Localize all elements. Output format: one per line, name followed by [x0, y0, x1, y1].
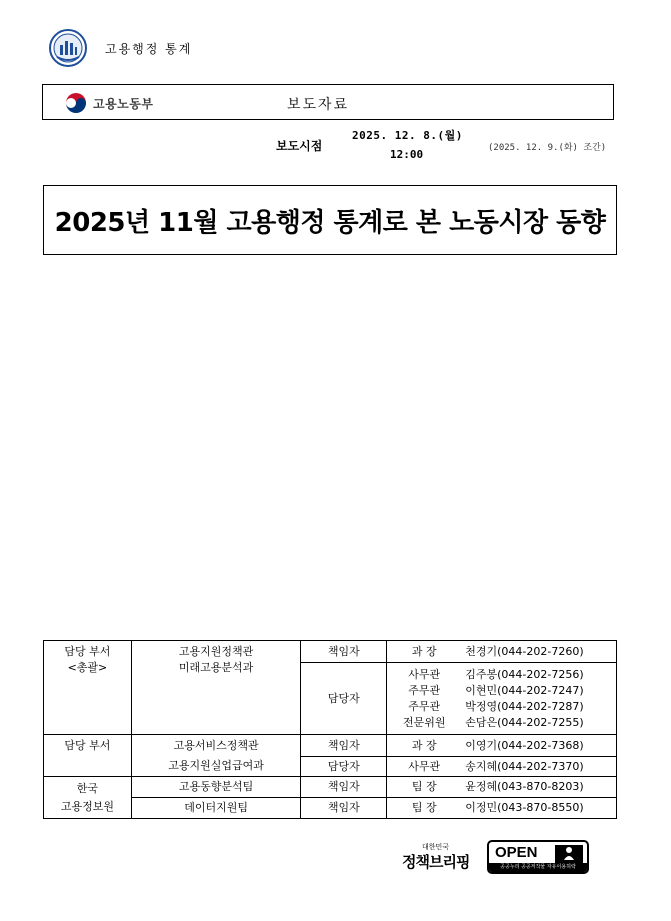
morning-edition-note: (2025. 12. 9.(화) 조간) — [488, 143, 607, 153]
unit-label: 고용지원정책관 — [178, 645, 254, 658]
ministry-name: 고용노동부 — [93, 97, 154, 111]
contact-table — [43, 640, 617, 819]
release-time-label: 보도시점 — [276, 139, 323, 153]
person-position: 팀 장 — [411, 780, 437, 793]
person-name-phone: 김주봉(044-202-7256) — [465, 667, 584, 681]
dept-sublabel: <총괄> — [67, 661, 108, 674]
person-cell — [387, 757, 617, 777]
person-cell — [387, 663, 617, 735]
role-cell: 책임자 — [301, 735, 387, 757]
person-name-phone: 박정영(044-202-7287) — [465, 699, 584, 713]
dept-cell — [44, 777, 132, 819]
person-cell — [387, 798, 617, 819]
unit-label: 고용지원실업급여과 — [168, 759, 264, 772]
unit-cell: 고용동향분석팀 — [131, 777, 301, 798]
ministry-emblem-icon — [63, 90, 89, 116]
person-position: 주무관 — [408, 699, 441, 713]
dept-label: 담당 부서 — [64, 739, 111, 752]
person-position: 전문위원 — [402, 715, 446, 729]
briefing-top-label: 대한민국 — [422, 843, 450, 851]
person-position: 과 장 — [411, 644, 437, 658]
person-name-phone: 이현민(044-202-7247) — [465, 683, 584, 697]
person-cell — [387, 735, 617, 757]
person-name-phone: 천경기(044-202-7260) — [465, 644, 584, 658]
unit-label: 미래고용분석과 — [178, 661, 254, 674]
person-position: 사무관 — [408, 667, 441, 681]
unit-label: 고용서비스정책관 — [173, 739, 259, 752]
person-name-phone: 윤정혜(043-870-8203) — [465, 780, 584, 793]
unit-cell: 데이터지원팀 — [131, 798, 301, 819]
unit-cell — [131, 641, 301, 735]
dept-label: 담당 부서 — [64, 645, 111, 658]
person-name-phone: 송지혜(044-202-7370) — [465, 759, 584, 773]
person-position: 주무관 — [408, 683, 441, 697]
table-row — [44, 641, 617, 663]
unit-cell — [131, 735, 301, 777]
person-cell — [387, 641, 617, 663]
open-word: OPEN — [495, 844, 538, 861]
statistics-emblem-icon — [48, 28, 88, 68]
person-name-phone: 이정민(043-870-8550) — [465, 801, 584, 814]
table-row — [44, 735, 617, 757]
open-license-caption: 공공누리 공공저작물 자유이용허락 — [489, 863, 587, 872]
person-position: 사무관 — [408, 759, 441, 773]
person-position: 팀 장 — [411, 801, 437, 814]
attribution-icon — [555, 845, 583, 863]
policy-briefing-logo — [402, 842, 478, 872]
dept-sublabel: 고용정보원 — [60, 799, 114, 813]
document-title: 2025년 11월 고용행정 통계로 본 노동시장 동향 — [54, 207, 606, 238]
role-cell: 담당자 — [301, 757, 387, 777]
dept-cell — [44, 735, 132, 777]
role-cell: 담당자 — [301, 663, 387, 735]
table-row — [44, 777, 617, 798]
kogl-open-license-logo — [487, 840, 589, 874]
release-date: 2025. 12. 8.(월) — [352, 129, 463, 142]
role-cell: 책임자 — [301, 777, 387, 798]
dept-cell — [44, 641, 132, 735]
briefing-main-label: 정책브리핑 — [402, 853, 470, 871]
role-cell: 책임자 — [301, 641, 387, 663]
person-name-phone: 이영기(044-202-7368) — [465, 738, 584, 752]
statistics-title: 고용행정 통계 — [105, 42, 193, 56]
dept-label: 한국 — [76, 781, 99, 795]
person-cell — [387, 777, 617, 798]
ministry-header-box — [42, 84, 614, 120]
title-box — [43, 185, 617, 255]
release-time: 12:00 — [390, 148, 424, 161]
role-cell: 책임자 — [301, 798, 387, 819]
person-position: 과 장 — [411, 738, 437, 752]
press-release-label: 보도자료 — [287, 97, 350, 113]
person-name-phone: 손담은(044-202-7255) — [465, 715, 584, 729]
